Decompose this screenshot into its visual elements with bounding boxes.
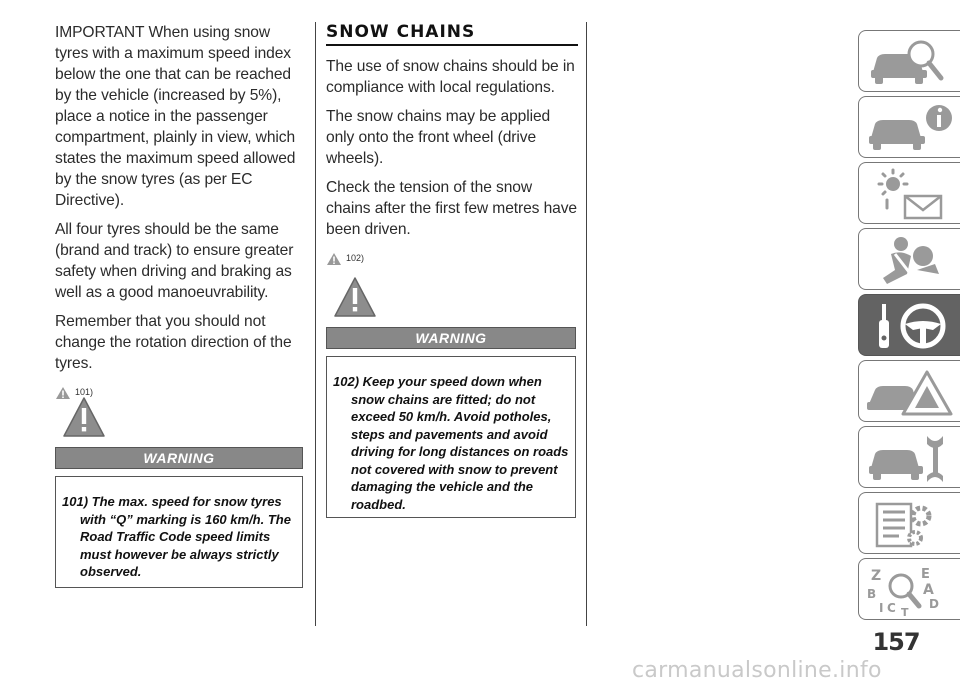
warning-body: The max. speed for snow tyres with “Q” marking is 160 km/h. The Road Traffic Code speed limits must however be always strictly observed.: [80, 494, 291, 579]
warning-triangle-icon: [62, 396, 106, 438]
small-warning-icon: [326, 252, 342, 266]
svg-text:C: C: [887, 601, 896, 615]
paragraph-tension: Check the tension of the snow chains after the first few metres have been driven.: [326, 179, 578, 238]
warning-number: 101): [62, 494, 89, 509]
svg-text:D: D: [929, 597, 939, 611]
warning-reference-number: 102): [346, 253, 365, 263]
svg-text:B: B: [867, 587, 877, 601]
tab-car-search[interactable]: [858, 30, 960, 92]
key-steering-wheel-icon: [865, 300, 955, 352]
tab-warning-lights[interactable]: [858, 162, 960, 224]
car-warning-triangle-icon: [865, 366, 955, 418]
paragraph-front-wheels: The snow chains may be applied only onto the front wheel (drive wheels).: [326, 108, 551, 167]
warning-reference-number: 101): [75, 387, 94, 397]
warning-body: Keep your speed down when snow chains are fitted; do not exceed 50 km/h. Avoid potholes, steps and pavements and avoid driving for long distances on roads not covered with snow to prevent damaging the vehicle and the roadbed.: [351, 374, 569, 512]
warning-text-102: [333, 373, 569, 513]
page-number: 157: [872, 628, 920, 656]
tab-technical-data[interactable]: [858, 492, 960, 554]
car-info-icon: [865, 102, 955, 154]
right-column: [326, 22, 578, 269]
svg-text:A: A: [923, 582, 934, 598]
warning-reference: [326, 248, 578, 269]
warning-triangle-icon: [333, 276, 377, 318]
paragraph-four-tyres: All four tyres should be the same (brand and track) to ensure greater safety when driving and braking as well as a good manoeuvrability.: [55, 221, 294, 301]
car-search-icon: [865, 36, 955, 88]
warning-box-102: [326, 356, 576, 518]
column-divider: [315, 22, 316, 626]
spec-list-gear-icon: [865, 498, 955, 550]
warning-box-101: [55, 476, 303, 588]
index-letters-icon: [865, 564, 955, 616]
svg-text:T: T: [901, 606, 909, 616]
column-divider: [586, 22, 587, 626]
warning-label-bar: WARNING: [326, 327, 576, 349]
paragraph-important-notice: IMPORTANT When using snow tyres with a maximum speed index below the one that can be reached by the vehicle (increased by 5%), place a notice in the passenger compartment, plainly in view, which states the maximum speed allowed by the snow tyres (as per EC Directive).: [55, 24, 296, 209]
section-title: SNOW CHAINS: [326, 22, 578, 46]
tab-safety[interactable]: [858, 228, 960, 290]
warning-text-101: [62, 493, 296, 581]
tab-starting-driving[interactable]: [858, 294, 960, 356]
tab-car-info[interactable]: [858, 96, 960, 158]
svg-text:I: I: [879, 601, 884, 615]
tab-emergency[interactable]: [858, 360, 960, 422]
warning-label-bar: WARNING: [55, 447, 303, 469]
warning-number: 102): [333, 374, 360, 389]
seat-belt-airbag-icon: [865, 234, 955, 286]
footer-watermark: carmanualsonline.info: [632, 658, 882, 683]
svg-text:Z: Z: [871, 568, 882, 584]
svg-text:E: E: [921, 567, 930, 582]
left-column: [55, 22, 307, 403]
paragraph-rotation: Remember that you should not change the rotation direction of the tyres.: [55, 313, 292, 372]
tab-maintenance[interactable]: [858, 426, 960, 488]
car-wrench-icon: [865, 432, 955, 484]
tab-index[interactable]: [858, 558, 960, 620]
warning-lights-message-icon: [865, 168, 955, 220]
paragraph-regulations: The use of snow chains should be in compliance with local regulations.: [326, 58, 575, 96]
